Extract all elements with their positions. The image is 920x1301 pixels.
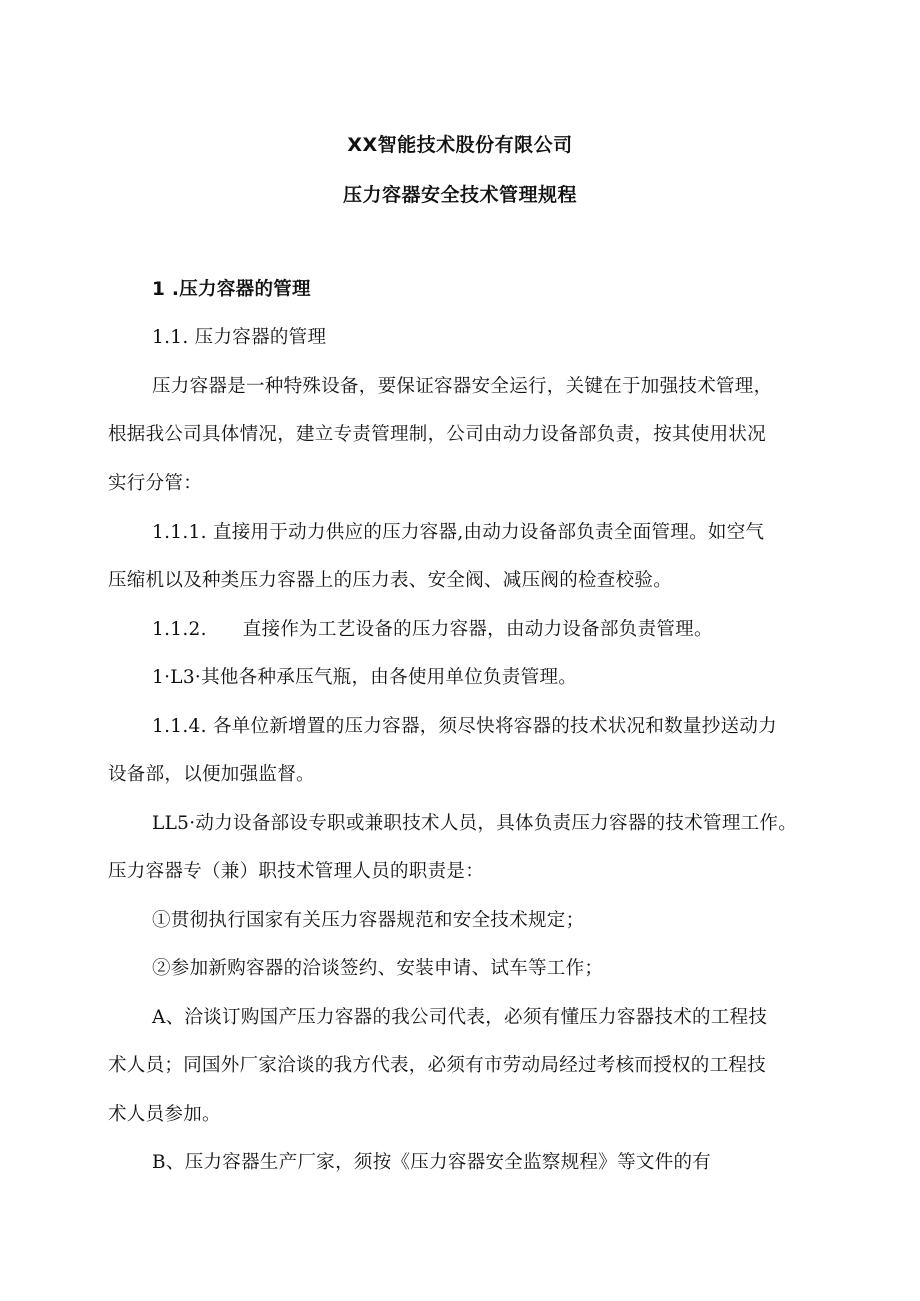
item-text: 各单位新增置的压力容器，须尽快将容器的技术状况和数量抄送动力 xyxy=(212,716,777,737)
item-1-1-1 xyxy=(152,518,764,544)
clause-a: A、洽谈订购国产压力容器的我公司代表，必须有懂压力容器技术的工程技 xyxy=(152,1007,768,1028)
paragraph-line: 根据我公司具体情况，建立专责管理制，公司由动力设备部负责，按其使用状况 xyxy=(108,424,767,445)
paragraph-line: 设备部，以便加强监督。 xyxy=(108,764,315,785)
item-1-1-4 xyxy=(152,712,777,738)
clause-b: B、压力容器生产厂家，须按《压力容器安全监察规程》等文件的有 xyxy=(152,1152,712,1173)
paragraph-line: 压缩机以及种类压力容器上的压力表、安全阀、减压阀的检查校验。 xyxy=(108,570,673,591)
item-1-1-5: LL5·动力设备部设专职或兼职技术人员，具体负责压力容器的技术管理工作。 xyxy=(152,813,798,834)
paragraph-line: 实行分管： xyxy=(108,473,203,494)
section-heading-1: 1 .压力容器的管理 xyxy=(152,279,311,300)
item-1-1-2 xyxy=(152,615,713,641)
paragraph-line: 压力容器是一种特殊设备，要保证容器安全运行，关键在于加强技术管理， xyxy=(152,376,773,397)
item-text: 直接作为工艺设备的压力容器，由动力设备部负责管理。 xyxy=(242,619,713,640)
subsection-heading-1-1: 1.1. 压力容器的管理 xyxy=(152,327,327,348)
paragraph-line: 术人员；同国外厂家洽谈的我方代表，必须有市劳动局经过考核而授权的工程技 xyxy=(108,1055,767,1076)
company-title: XX智能技术股份有限公司 xyxy=(347,134,573,156)
item-number: 1.1.1. xyxy=(152,522,207,543)
paragraph-line: 术人员参加。 xyxy=(108,1104,221,1125)
duty-item-1: ①贯彻执行国家有关压力容器规范和安全技术规定； xyxy=(152,910,585,931)
paragraph-line: 压力容器专（兼）职技术管理人员的职责是： xyxy=(108,861,485,882)
item-number: 1.1.4. xyxy=(152,716,207,737)
duty-item-2: ②参加新购容器的洽谈签约、安装申请、试车等工作； xyxy=(152,958,604,979)
item-number: 1.1.2. xyxy=(152,619,207,640)
item-text: 直接用于动力供应的压力容器,由动力设备部负责全面管理。如空气 xyxy=(212,522,765,543)
item-1-1-3: 1·L3·其他各种承压气瓶，由各使用单位负责管理。 xyxy=(152,667,578,688)
document-title: 压力容器安全技术管理规程 xyxy=(342,184,577,206)
